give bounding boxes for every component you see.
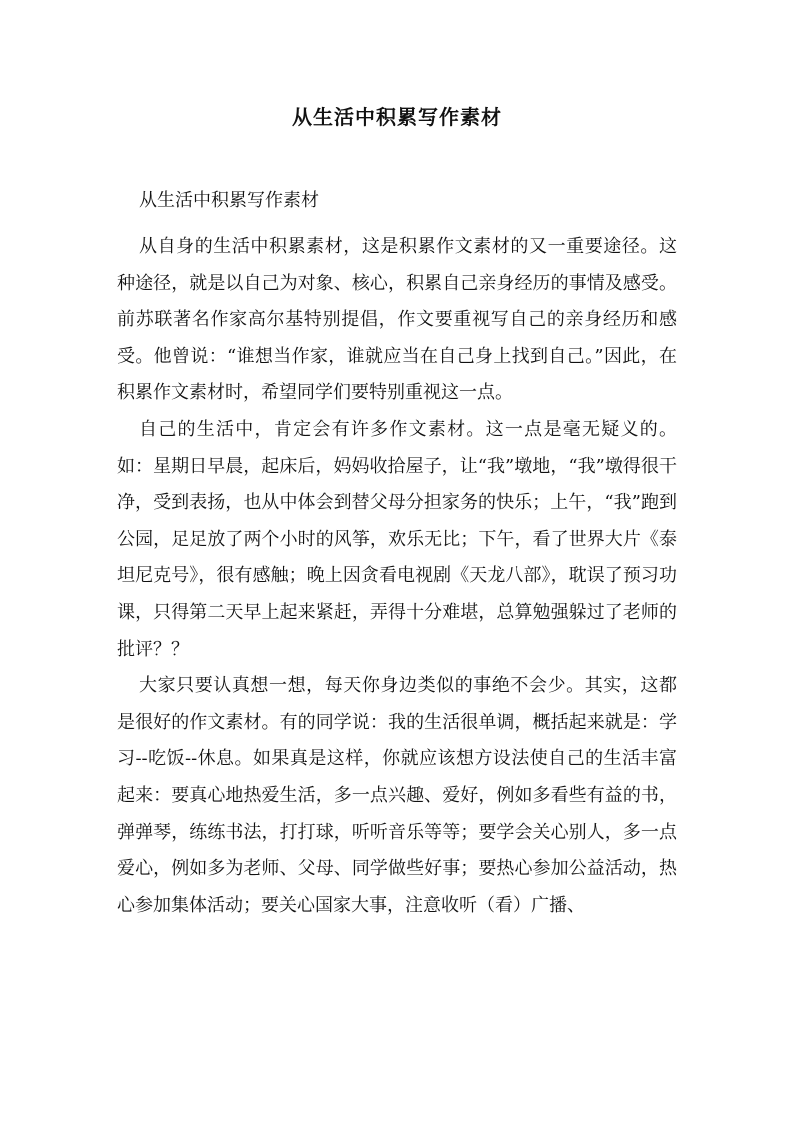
document-body xyxy=(117,186,677,924)
paragraph-2: 自己的生活中，肯定会有许多作文素材。这一点是毫无疑义的。如：星期日早晨，起床后，妈妈收拾屋子，让“我”墩地，“我”墩得很干净，受到表扬，也从中体会到替父母分担家务的快乐；上午，“我”跑到公园，足足放了两个小时的风筝，欢乐无比；下午，看了世界大片《泰坦尼克号》，很有感触；晚上因贪看电视剧《天龙八部》，耽误了预习功课，只得第二天早上起来紧赶，弄得十分难堪，总算勉强躲过了老师的批评？？ xyxy=(117,418,677,660)
document-subtitle: 从生活中积累写作素材 xyxy=(139,190,319,211)
document-title: 从生活中积累写作素材 xyxy=(292,105,502,129)
paragraph-3: 大家只要认真想一想，每天你身边类似的事绝不会少。其实，这都是很好的作文素材。有的同学说：我的生活很单调，概括起来就是：学习--吃饭--休息。如果真是这样，你就应该想方设法使自己的生活丰富起来：要真心地热爱生活，多一点兴趣、爱好，例如多看些有益的书，弹弹琴，练练书法，打打球，听听音乐等等；要学会关心别人，多一点爱心，例如多为老师、父母、同学做些好事；要热心参加公益活动，热心参加集体活动；要关心国家大事，注意收听（看）广播、 xyxy=(117,675,677,916)
paragraph-1: 从自身的生活中积累素材，这是积累作文素材的又一重要途径。这种途径，就是以自己为对象、核心，积累自己亲身经历的事情及感受。前苏联著名作家高尔基特别提倡，作文要重视写自己的亲身经历和感受。他曾说：“谁想当作家，谁就应当在自己身上找到自己。”因此，在积累作文素材时，希望同学们要特别重视这一点。 xyxy=(117,236,677,404)
